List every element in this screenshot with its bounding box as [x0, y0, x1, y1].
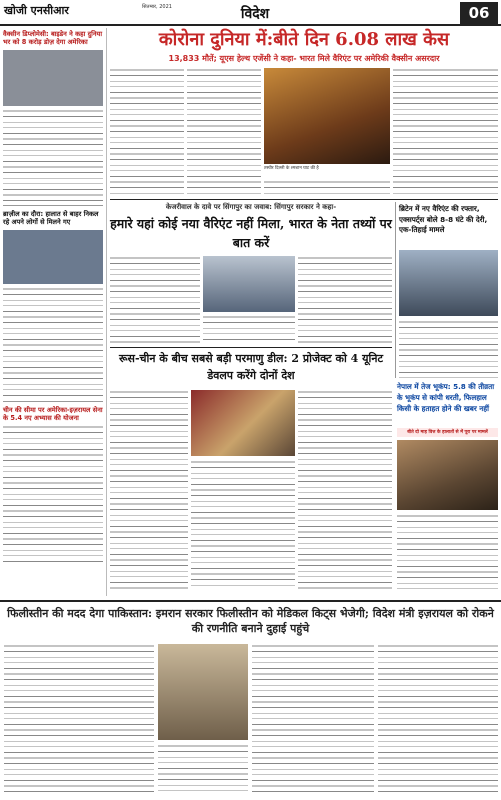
body-text-block — [298, 390, 392, 590]
putin-xi-photo — [191, 390, 295, 456]
body-text-block — [393, 68, 498, 196]
body-text-block — [110, 256, 200, 344]
body-text-block — [203, 315, 295, 344]
lead-subhead: 13,833 मौतें; यूएस हेल्थ एजेंसी ने कहा- भारत मिले वैरिएंट पर अमेरिकी वैक्सीन असरदार — [168, 54, 440, 63]
brazil-photo — [3, 230, 103, 284]
left-column — [0, 28, 107, 596]
body-text-block — [158, 744, 248, 796]
newspaper-logo: खोजी एनसीआर — [4, 4, 69, 17]
singapore-kicker: केजरीवाल के दावे पर सिंगापुर का जवाब: सिंगापुर सरकार ने कहा- — [165, 203, 337, 211]
nepal-earthquake-photo — [397, 440, 498, 510]
biden-photo — [3, 50, 103, 106]
left-item3-headline: चीन की सीमा पर अमेरिका-इज़रायल सेना के 5.4 नए अभ्यास की योजना — [3, 405, 103, 423]
body-text-block — [110, 68, 184, 196]
body-text-block — [3, 425, 103, 565]
page-number: 06 — [460, 2, 498, 24]
section-title: विदेश — [240, 6, 270, 22]
body-text-block — [397, 514, 498, 590]
masthead — [0, 0, 501, 26]
body-text-block — [264, 180, 390, 196]
body-text-block — [110, 390, 188, 590]
divider — [110, 347, 392, 348]
palestine-headline: फिलीस्तीन की मदद देगा पाकिस्तान: इमरान सरकार फिलीस्तीन को मेडिकल किट्स भेजेगी; विदेश मंत्री इज़रायल को रोकने की रणनीति बनाने दुहाई पहुंचे — [0, 600, 501, 640]
divider — [110, 199, 498, 200]
nepal-tag: बीते दो माह वित्त के हालातों से में पूरा पर मामलें — [397, 428, 498, 437]
body-text-block — [191, 460, 295, 590]
singapore-photo — [203, 256, 295, 312]
palestine-photo — [158, 644, 248, 740]
left-item2-headline: ब्राज़ील का दौरा: हालात से बाहर निकल रहे अपने लोगों से मिलने गए — [3, 209, 99, 227]
body-text-block — [3, 109, 103, 201]
singapore-headline: हमारे यहां कोई नया वैरिएंट नहीं मिला, भारत के नेता तथ्यों पर बात करें — [110, 216, 392, 250]
body-text-block — [378, 644, 498, 796]
russia-china-headline: रूस-चीन के बीच सबसे बड़ी परमाणु डील: 2 प्रोजेक्ट को 4 यूनिट डेवलप करेंगे दोनों देश — [118, 352, 383, 382]
dateline: सितम्बर, 2021 — [142, 4, 172, 10]
photo-caption: तस्वीर दिल्ली के श्मशान घाट की है — [264, 166, 319, 171]
britain-crowd-photo — [399, 250, 498, 316]
britain-headline: ब्रिटेन में नए वैरिएंट की रफ्तार, एक्सपर्ट्स बोले 8-8 घंटे की देरी, एक-तिहाई मामले — [399, 204, 488, 234]
lead-headline: कोरोना दुनिया में:बीते दिन 6.08 लाख केस — [158, 29, 450, 50]
body-text-block — [252, 644, 374, 796]
body-text-block — [399, 320, 498, 378]
body-text-block — [298, 256, 392, 344]
nepal-headline: नेपाल में तेज भूकंप: 5.8 की तीव्रता के भूकंप से कांपी धरती, फिलहाल किसी के हताहत होने की खबर नहीं — [397, 382, 495, 413]
left-item1-headline: वैक्सीन डिप्लोमेसी: बाइडेन ने कहा दुनिया भर को 8 करोड़ डोज़ देगा अमेरिका — [3, 30, 103, 47]
cremation-photo — [264, 68, 390, 164]
body-text-block — [4, 644, 154, 796]
body-text-block — [187, 68, 261, 196]
body-text-block — [3, 287, 103, 397]
